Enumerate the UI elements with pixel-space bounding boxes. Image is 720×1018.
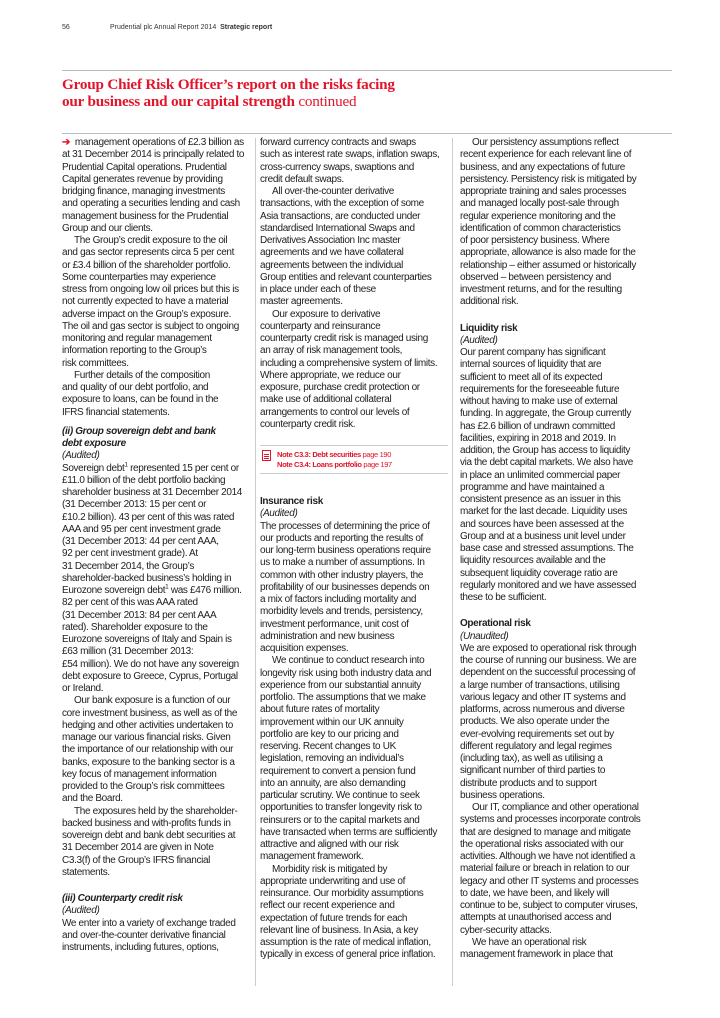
note-label: Note C3.4: Loans portfolio <box>277 459 362 469</box>
note-label: Note C3.3: Debt securities <box>277 450 361 459</box>
line: funding. In aggregate, the Group currently <box>460 408 631 420</box>
line: 82 per cent of this was AAA rated <box>62 597 198 609</box>
line: counterparty credit risk is managed using <box>260 333 428 344</box>
line: appropriate training and sales processes <box>460 186 627 197</box>
line: £11.0 billion of the debt portfolio backing <box>62 474 226 486</box>
line: distribute products and to support <box>460 777 597 789</box>
line: risk committees. <box>62 357 129 369</box>
continuation-arrow-icon: ➔ <box>62 137 71 148</box>
line: in place an unlimited commercial paper <box>460 469 621 481</box>
audited-label: (Audited) <box>260 508 298 520</box>
line: expectation of future trends for each <box>260 912 408 924</box>
line: The oil and gas sector is subject to ongoing <box>62 320 239 332</box>
col3-paragraph-3 <box>460 643 648 802</box>
heading-liquidity-risk: Liquidity risk <box>460 322 518 334</box>
line: Eurozone sovereign debt <box>62 585 166 596</box>
line: consistent presence as an issuer in this <box>460 494 621 505</box>
line: IFRS financial statements. <box>62 406 170 418</box>
note-link-loans-portfolio[interactable] <box>277 460 392 470</box>
line: products. We also operate under the <box>460 716 610 728</box>
note-links <box>277 450 392 469</box>
line: the course of running our business. We are <box>460 655 637 666</box>
line: The exposures held by the shareholder- <box>74 805 238 817</box>
heading-insurance-risk: Insurance risk <box>260 496 323 507</box>
line: assumption is the rate of medical inflation, <box>260 937 431 948</box>
line: AAA and 95 per cent investment grade <box>62 523 221 535</box>
line: business operations. <box>460 789 545 801</box>
line: profitability of our businesses depends on <box>260 581 430 593</box>
line: (31 December 2013: 15 per cent or <box>62 499 207 511</box>
line: (including tax), as well as utilising a <box>460 753 603 764</box>
col2-paragraph-5 <box>260 655 448 863</box>
line: (31 December 2013: 84 per cent AAA <box>62 609 217 621</box>
line: that are designed to manage and mitigate <box>460 826 631 838</box>
line: relevant line of business. In Asia, a key <box>260 924 418 936</box>
line: provided to the Group’s risk committees <box>62 781 225 792</box>
line: £54 million). We do not have any sovereign <box>62 658 239 670</box>
line: liquidity resources available and the <box>460 555 606 567</box>
line: and operating a securities lending and cash <box>62 198 240 210</box>
line: requirements for the foreseeable future <box>460 383 620 395</box>
column-divider-2 <box>452 138 453 986</box>
line: arrangements to control our levels of <box>260 406 410 418</box>
line: banks, exposure to the banking sector is a <box>62 756 235 768</box>
line: standardised International Swaps and <box>260 222 415 234</box>
line: reserving. Recent changes to UK <box>260 741 396 752</box>
line: have transacted when terms are sufficiently <box>260 826 438 838</box>
line: and sources have been assessed at the <box>460 518 624 530</box>
title-continued: continued <box>294 93 357 110</box>
line: about future rates of mortality <box>260 704 380 716</box>
line: attractive and aligned with our risk <box>260 839 399 850</box>
line: legislation, removing an individual’s <box>260 753 404 765</box>
line: sufficient to meet all of its expected <box>460 371 603 383</box>
line: We enter into a variety of exchange traded <box>62 917 236 929</box>
line: shareholder-backed business’s holding in <box>62 572 232 584</box>
line: core investment business, as well as of the <box>62 707 238 719</box>
line: business, and any expectations of future <box>460 161 626 173</box>
line: statements. <box>62 866 110 878</box>
line: investment returns, and for the resulting <box>460 284 622 295</box>
line: to date, we have been, and likely will <box>460 887 610 899</box>
line: via the debt capital markets. We also have <box>460 457 633 469</box>
line: administration and new business <box>260 630 395 642</box>
line: our products and reporting the results of <box>260 532 423 544</box>
line: improvement within our UK annuity <box>260 716 404 728</box>
line: legacy and other IT systems and processes <box>460 875 639 887</box>
line: activities. Although we have not identified a <box>460 851 635 862</box>
note-link-debt-securities[interactable] <box>277 450 392 460</box>
line: manage our various financial risks. Given <box>62 732 231 743</box>
line: instruments, including futures, options, <box>62 942 219 953</box>
line: additional risk. <box>460 296 519 308</box>
line: transactions, with the exception of some <box>260 198 424 210</box>
line: debt exposure to Greece, Cyprus, Portugal <box>62 670 238 682</box>
col2-paragraph-1 <box>260 137 448 186</box>
line: exposure, purchase credit protection or <box>260 382 420 393</box>
line: requirement to convert a pension fund <box>260 765 416 777</box>
line: platforms, across numerous and diverse <box>460 704 625 715</box>
line: morbidity levels and trends, persistency, <box>260 606 423 618</box>
column-1 <box>62 137 250 954</box>
line: material failure or breach in relation to our <box>460 863 630 875</box>
line: different regulatory and legal regimes <box>460 740 612 752</box>
line: We have an operational risk <box>472 936 587 948</box>
line: attempts at unauthorised access and <box>460 912 612 924</box>
line: and over-the-counter derivative financial <box>62 929 226 941</box>
line: longevity risk using both industry data and <box>260 667 432 679</box>
line: us to make a number of assumptions. In <box>260 557 425 569</box>
line: 31 December 2014 are given in Note <box>62 842 214 854</box>
line: Eurozone sovereigns of Italy and Spain is <box>62 634 232 645</box>
page-title <box>62 76 682 110</box>
line: reinsurance. Our morbidity assumptions <box>260 888 424 899</box>
line: an array of risk management tools, <box>260 345 403 357</box>
line: key focus of management information <box>62 768 217 780</box>
line: typically in excess of general price inflation. <box>260 949 436 961</box>
line: base case and stressed assumptions. The <box>460 543 634 554</box>
line: monitoring and regular management <box>62 333 212 344</box>
line: at 31 December 2014 is principally related to <box>62 149 245 161</box>
line: cross-currency swaps, swaptions and <box>260 161 414 173</box>
line: market for the last decade. Liquidity uses <box>460 506 628 518</box>
line: the operational risks associated with our <box>460 838 624 850</box>
line: forward currency contracts and swaps <box>260 137 416 148</box>
col3-paragraph-4 <box>460 802 648 937</box>
line: management business for the Prudential <box>62 210 229 222</box>
line: counterparty credit risk. <box>260 418 356 430</box>
line: management operations of £2.3 billion as <box>74 137 244 148</box>
line: and managed locally post-sale through <box>460 198 619 210</box>
line: 31 December 2014, the Group’s <box>62 560 194 572</box>
line: exposure to loans, can be found in the <box>62 394 219 406</box>
publication-name: Prudential plc Annual Report 2014 <box>110 24 217 31</box>
line: Sovereign debt <box>62 462 125 474</box>
line: £63 million (31 December 2013: <box>62 646 194 658</box>
line: particular scrutiny. We continue to seek <box>260 790 420 801</box>
line: agreements and we have collateral <box>260 247 404 259</box>
line: facilities, expiring in 2018 and 2019. In <box>460 432 616 444</box>
line: regularly monitored and we have assessed <box>460 579 637 591</box>
col2-paragraph-3 <box>260 309 448 432</box>
line: the importance of our relationship with our <box>62 744 234 756</box>
line: Further details of the composition <box>74 369 210 381</box>
line: Where appropriate, we reduce our <box>260 369 401 381</box>
header-rule <box>62 70 672 71</box>
line: ever-evolving requirements set out by <box>460 728 614 740</box>
col1-paragraph-3 <box>62 370 250 419</box>
line: We continue to conduct research into <box>272 655 425 667</box>
page-number: 56 <box>62 24 70 31</box>
line: reinsurers or to the capital markets and <box>260 814 420 826</box>
line: and quality of our debt portfolio, and <box>62 382 209 393</box>
line: We are exposed to operational risk through <box>460 642 637 654</box>
note-page: page 197 <box>361 459 392 469</box>
line: Our bank exposure is a function of our <box>74 695 231 707</box>
line: appropriate, allowance is also made for the <box>460 247 636 259</box>
line: and gas sector represents circa 5 per cent <box>62 247 235 259</box>
line: appropriate underwriting and use of <box>260 875 406 887</box>
footnote-mark: 1 <box>124 461 128 469</box>
line: not currently expected to have a material <box>62 296 229 308</box>
title-line-2-main: our business and our capital strength <box>62 93 295 110</box>
document-icon <box>262 450 271 461</box>
line: or £3.4 billion of the shareholder portfolio. <box>62 259 231 271</box>
col1-paragraph-4 <box>62 463 250 696</box>
line: bridging finance, managing investments <box>62 186 225 197</box>
note-page: page 190 <box>360 450 392 459</box>
col3-paragraph-2 <box>460 347 648 604</box>
line: management framework in place that <box>460 949 613 960</box>
line: various legacy and other IT systems and <box>460 691 626 703</box>
line: management framework. <box>260 851 364 863</box>
line: sovereign debt and bank debt securities at <box>62 830 236 841</box>
line: recent experience for each relevant line of <box>460 149 632 161</box>
col2-paragraph-6 <box>260 864 448 962</box>
line: or Ireland. <box>62 683 104 694</box>
line: in place under each of these <box>260 284 376 295</box>
line: continue to be, subject to computer viruses, <box>460 900 638 911</box>
line: rated). Shareholder exposure to the <box>62 621 208 633</box>
line: a large number of transactions, utilising <box>460 679 620 691</box>
line: of poor persistency business. Where <box>460 235 610 246</box>
line: counterparty and reinsurance <box>260 320 381 332</box>
column-divider-1 <box>255 138 256 986</box>
line: (ii) Group sovereign debt and bank <box>62 425 216 437</box>
line: identification of common characteristics <box>460 222 621 234</box>
line: make use of additional collateral <box>260 394 392 406</box>
line: dependent on the successful processing of <box>460 667 636 679</box>
line: agreements between the individual <box>260 259 403 271</box>
col3-paragraph-1 <box>460 137 648 309</box>
heading-sovereign-debt <box>62 426 250 451</box>
title-line-1: Group Chief Risk Officer’s report on the risks facing <box>62 76 395 93</box>
line: stress from ongoing low oil prices but this is <box>62 284 239 295</box>
heading-counterparty-credit-risk: (iii) Counterparty credit risk <box>62 893 183 904</box>
line: these to be sufficient. <box>460 592 547 603</box>
line: significant number of third parties to <box>460 765 606 777</box>
line: adverse impact on the Group’s exposure. <box>62 308 232 320</box>
running-header <box>62 24 672 31</box>
note-references <box>260 445 448 474</box>
title-line-2 <box>62 93 682 110</box>
line: has £2.6 billion of undrawn committed <box>460 420 615 432</box>
line: 92 per cent investment grade). At <box>62 548 198 560</box>
line: Group and our clients. <box>62 222 153 234</box>
line: portfolio. The assumptions that we make <box>260 692 426 703</box>
footnote-mark: 1 <box>165 583 169 591</box>
col2-paragraph-4 <box>260 521 448 656</box>
line: observed – between persistency and <box>460 271 611 283</box>
line: addition, the Group has access to liquidity <box>460 445 631 456</box>
line: Our exposure to derivative <box>272 308 381 320</box>
title-rule <box>62 133 672 134</box>
line: experience from our substantial annuity <box>260 679 421 691</box>
line: information reporting to the Group’s <box>62 345 207 357</box>
line: Prudential Capital operations. Prudential <box>62 161 227 173</box>
col1-paragraph-7 <box>62 918 250 955</box>
line: a mix of factors including mortality and <box>260 594 417 605</box>
line: common with other industry players, the <box>260 569 424 581</box>
line: programme and have maintained a <box>460 481 605 493</box>
line: backed business and with-profits funds in <box>62 817 231 829</box>
line: All over-the-counter derivative <box>272 186 394 197</box>
line: subsequent liquidity coverage ratio are <box>460 567 618 579</box>
unaudited-label: (Unaudited) <box>460 630 509 642</box>
line: represented 15 per cent or <box>127 462 239 474</box>
line: hedging and other activities undertaken to <box>62 719 233 731</box>
line: The processes of determining the price of <box>260 520 430 532</box>
col1-paragraph-1 <box>62 137 250 235</box>
line: relationship – either assumed or historically <box>460 259 637 271</box>
col1-paragraph-6 <box>62 806 250 880</box>
line: regular experience monitoring and the <box>460 210 616 222</box>
line: credit default swaps. <box>260 173 344 185</box>
line: our long-term business operations require <box>260 545 431 556</box>
line: shareholder business at 31 December 2014 <box>62 487 243 498</box>
line: acquisition expenses. <box>260 643 349 654</box>
line: persistency. Persistency risk is mitigated by <box>460 173 637 185</box>
line: into an annuity, are also demanding <box>260 777 406 789</box>
audited-label: (Audited) <box>62 450 100 462</box>
line: was £476 million. <box>168 585 242 596</box>
line: (31 December 2013: 44 per cent AAA, <box>62 536 219 547</box>
line: investment performance, unit cost of <box>260 618 409 630</box>
line: C3.3(f) of the Group’s IFRS financial <box>62 854 211 866</box>
col1-paragraph-2 <box>62 235 250 370</box>
audited-label: (Audited) <box>460 334 498 346</box>
col2-paragraph-2 <box>260 186 448 309</box>
line: Morbidity risk is mitigated by <box>272 863 388 875</box>
line: Our IT, compliance and other operational <box>472 802 639 813</box>
col1-paragraph-5 <box>62 695 250 805</box>
line: systems and processes incorporate controls <box>460 814 641 826</box>
line: master agreements. <box>260 296 343 308</box>
section-name: Strategic report <box>220 24 273 31</box>
line: Some counterparties may experience <box>62 271 216 283</box>
line: including a comprehensive system of limits. <box>260 357 438 369</box>
line: Group entities and relevant counterparties <box>260 271 432 283</box>
line: Derivatives Association Inc master <box>260 235 401 246</box>
line: opportunities to transfer longevity risk to <box>260 802 422 814</box>
heading-operational-risk: Operational risk <box>460 618 531 630</box>
line: cyber-security attacks. <box>460 924 552 936</box>
col3-paragraph-5 <box>460 937 648 962</box>
line: The Group’s credit exposure to the oil <box>74 235 228 246</box>
line: and the Board. <box>62 793 123 805</box>
line: Our parent company has significant <box>460 347 606 358</box>
line: Our persistency assumptions reflect <box>472 137 619 148</box>
line: Asia transactions, are conducted under <box>260 210 421 222</box>
line: reflect our recent experience and <box>260 900 395 912</box>
line: £10.2 billion). 43 per cent of this was rated <box>62 511 235 523</box>
column-3 <box>460 137 648 961</box>
line: such as interest rate swaps, inflation swaps, <box>260 149 440 161</box>
column-2 <box>260 137 448 962</box>
line: without having to make use of external <box>460 396 618 407</box>
line: internal sources of liquidity that are <box>460 359 602 371</box>
line: Group and at a business unit level under <box>460 530 626 542</box>
line: debt exposure <box>62 438 126 449</box>
audited-label: (Audited) <box>62 905 100 917</box>
line: portfolio are key to our pricing and <box>260 728 399 740</box>
line: Capital generates revenue by providing <box>62 173 223 185</box>
